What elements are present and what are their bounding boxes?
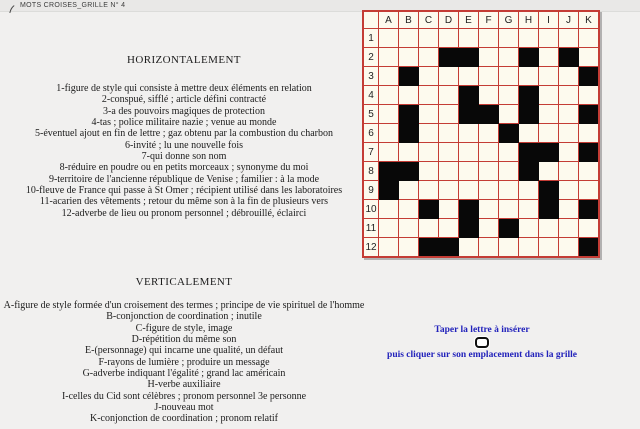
down-clue-list: [0, 300, 368, 425]
across-clue: 7-qui donne son nom: [141, 151, 227, 163]
grid-cell-H5: [519, 105, 539, 124]
grid-cell-E8[interactable]: [459, 162, 479, 181]
grid-cell-B11[interactable]: [399, 219, 419, 238]
grid-cell-A6[interactable]: [379, 124, 399, 143]
down-clue: G-adverbe indiquant l'égalité ; grand lac américain: [82, 368, 286, 380]
row-header-3: 3: [363, 67, 379, 86]
grid-cell-B7[interactable]: [399, 143, 419, 162]
col-header-F: F: [479, 11, 499, 29]
grid-cell-K6[interactable]: [579, 124, 600, 143]
grid-cell-F3[interactable]: [479, 67, 499, 86]
col-header-A: A: [379, 11, 399, 29]
grid-cell-F5: [479, 105, 499, 124]
down-clue: F-rayons de lumière ; produire un message: [98, 356, 270, 368]
grid-cell-A7[interactable]: [379, 143, 399, 162]
grid-cell-E4: [459, 86, 479, 105]
grid-cell-C10: [419, 200, 439, 219]
grid-cell-E1[interactable]: [459, 29, 479, 48]
grid-cell-E10: [459, 200, 479, 219]
grid-cell-G3[interactable]: [499, 67, 519, 86]
grid-cell-H12[interactable]: [519, 238, 539, 258]
grid-cell-G8[interactable]: [499, 162, 519, 181]
grid-cell-J9[interactable]: [559, 181, 579, 200]
down-clue: H-verbe auxiliaire: [147, 379, 221, 391]
row-header-4: 4: [363, 86, 379, 105]
col-header-E: E: [459, 11, 479, 29]
quill-icon: [8, 1, 15, 10]
grid-cell-I7: [539, 143, 559, 162]
grid-cell-J3[interactable]: [559, 67, 579, 86]
down-clue: K-conjonction de coordination ; pronom relatif: [89, 413, 278, 425]
grid-cell-J11[interactable]: [559, 219, 579, 238]
grid-cell-G10[interactable]: [499, 200, 519, 219]
grid-cell-B6: [399, 124, 419, 143]
grid-cell-H1[interactable]: [519, 29, 539, 48]
across-clue: 4-tas ; police militaire nazie ; venue au monde: [91, 117, 277, 129]
grid-cell-A3[interactable]: [379, 67, 399, 86]
row-header-5: 5: [363, 105, 379, 124]
grid-cell-K8[interactable]: [579, 162, 600, 181]
instruction-line-1: Taper la lettre à insérer: [434, 325, 530, 335]
grid-cell-G4[interactable]: [499, 86, 519, 105]
grid-cell-I11[interactable]: [539, 219, 559, 238]
col-header-I: I: [539, 11, 559, 29]
grid-cell-I6[interactable]: [539, 124, 559, 143]
row-header-1: 1: [363, 29, 379, 48]
grid-cell-F10[interactable]: [479, 200, 499, 219]
grid-cell-K1[interactable]: [579, 29, 600, 48]
col-header-K: K: [579, 11, 600, 29]
grid-cell-J4[interactable]: [559, 86, 579, 105]
grid-cell-E9[interactable]: [459, 181, 479, 200]
grid-cell-K11[interactable]: [579, 219, 600, 238]
grid-cell-E3[interactable]: [459, 67, 479, 86]
window-title: MOTS CROISES_GRILLE N° 4: [20, 2, 126, 9]
grid-cell-H6[interactable]: [519, 124, 539, 143]
grid-cell-I12[interactable]: [539, 238, 559, 258]
grid-cell-I2[interactable]: [539, 48, 559, 67]
grid-cell-F8[interactable]: [479, 162, 499, 181]
across-clue: 9-territoire de l'ancienne république de Venise ; familier : à la mode: [48, 173, 320, 185]
grid-cell-E7[interactable]: [459, 143, 479, 162]
grid-cell-F1[interactable]: [479, 29, 499, 48]
grid-cell-H11[interactable]: [519, 219, 539, 238]
across-clue: 11-acarien des vêtements ; retour du même son à la fin de plusieurs vers: [39, 196, 329, 208]
grid-cell-F7[interactable]: [479, 143, 499, 162]
grid-cell-E6[interactable]: [459, 124, 479, 143]
grid-cell-F4[interactable]: [479, 86, 499, 105]
grid-cell-F6[interactable]: [479, 124, 499, 143]
grid-cell-C5[interactable]: [419, 105, 439, 124]
row-header-8: 8: [363, 162, 379, 181]
grid-cell-K7: [579, 143, 600, 162]
letter-input[interactable]: [475, 337, 489, 348]
grid-cell-I1[interactable]: [539, 29, 559, 48]
crossword-grid: [362, 10, 600, 258]
col-header-G: G: [499, 11, 519, 29]
grid-cell-E5: [459, 105, 479, 124]
instruction-block: [372, 324, 592, 361]
grid-cell-F9[interactable]: [479, 181, 499, 200]
col-header-C: C: [419, 11, 439, 29]
grid-cell-G6: [499, 124, 519, 143]
across-clue: 2-conspué, sifflé ; article défini contracté: [101, 94, 267, 106]
grid-cell-A2[interactable]: [379, 48, 399, 67]
grid-cell-J2: [559, 48, 579, 67]
grid-cell-D3[interactable]: [439, 67, 459, 86]
grid-cell-H7: [519, 143, 539, 162]
grid-cell-B4[interactable]: [399, 86, 419, 105]
grid-cell-B3: [399, 67, 419, 86]
grid-cell-B9[interactable]: [399, 181, 419, 200]
grid-cell-D11[interactable]: [439, 219, 459, 238]
grid-cell-F11[interactable]: [479, 219, 499, 238]
grid-cell-C4[interactable]: [419, 86, 439, 105]
grid-cell-C3[interactable]: [419, 67, 439, 86]
grid-cell-J1[interactable]: [559, 29, 579, 48]
grid-cell-H3[interactable]: [519, 67, 539, 86]
grid-cell-D1[interactable]: [439, 29, 459, 48]
grid-cell-D7[interactable]: [439, 143, 459, 162]
grid-cell-B2[interactable]: [399, 48, 419, 67]
grid-cell-A5[interactable]: [379, 105, 399, 124]
across-clue: 10-fleuve de France qui passe à St Omer ; récipient utilisé dans les laboratoires: [25, 185, 343, 197]
across-clue: 5-éventuel ajout en fin de lettre ; gaz obtenu par la combustion du charbon: [35, 128, 333, 140]
grid-cell-B8: [399, 162, 419, 181]
col-header-D: D: [439, 11, 459, 29]
grid-cell-A9: [379, 181, 399, 200]
grid-cell-I3[interactable]: [539, 67, 559, 86]
grid-cell-G12[interactable]: [499, 238, 519, 258]
row-header-2: 2: [363, 48, 379, 67]
grid-cell-J5[interactable]: [559, 105, 579, 124]
grid-cell-K10: [579, 200, 600, 219]
across-clue: 12-adverbe de lieu ou pronom personnel ; débrouillé, éclairci: [61, 207, 307, 219]
grid-cell-G2[interactable]: [499, 48, 519, 67]
grid-cell-C8[interactable]: [419, 162, 439, 181]
grid-cell-A4[interactable]: [379, 86, 399, 105]
row-header-7: 7: [363, 143, 379, 162]
across-clue: 1-figure de style qui consiste à mettre deux éléments en relation: [56, 83, 312, 94]
grid-cell-J12[interactable]: [559, 238, 579, 258]
grid-cell-B5: [399, 105, 419, 124]
grid-cell-B10[interactable]: [399, 200, 419, 219]
grid-cell-B12[interactable]: [399, 238, 419, 258]
grid-cell-E12[interactable]: [459, 238, 479, 258]
grid-cell-F12[interactable]: [479, 238, 499, 258]
instruction-line-2: puis cliquer sur son emplacement dans la grille: [387, 350, 577, 360]
across-clue: 3-a des pouvoirs magiques de protection: [103, 105, 265, 117]
grid-cell-E2: [459, 48, 479, 67]
grid-cell-I4[interactable]: [539, 86, 559, 105]
grid-cell-J7[interactable]: [559, 143, 579, 162]
grid-cell-A11[interactable]: [379, 219, 399, 238]
grid-cell-G11: [499, 219, 519, 238]
grid-cell-G9[interactable]: [499, 181, 519, 200]
grid-cell-E11: [459, 219, 479, 238]
grid-cell-A12[interactable]: [379, 238, 399, 258]
grid-cell-H2: [519, 48, 539, 67]
grid-cell-K9[interactable]: [579, 181, 600, 200]
grid-cell-K4[interactable]: [579, 86, 600, 105]
grid-cell-J6[interactable]: [559, 124, 579, 143]
grid-cell-C12: [419, 238, 439, 258]
down-clue: I-celles du Cid sont célèbres ; pronom personnel 3e personne: [61, 390, 307, 402]
grid-cell-C11[interactable]: [419, 219, 439, 238]
grid-cell-D2: [439, 48, 459, 67]
grid-cell-G5[interactable]: [499, 105, 519, 124]
grid-cell-C9[interactable]: [419, 181, 439, 200]
down-heading: VERTICALEMENT: [135, 276, 233, 288]
grid-cell-D5[interactable]: [439, 105, 459, 124]
down-clue: E-(personnage) qui incarne une qualité, un défaut: [85, 345, 283, 357]
down-clue: A-figure de style formée d'un croisement des termes ; principe de vie spirituel de l'homme: [3, 300, 365, 311]
col-header-H: H: [519, 11, 539, 29]
grid-cell-A1[interactable]: [379, 29, 399, 48]
grid-cell-G7[interactable]: [499, 143, 519, 162]
grid-cell-A10[interactable]: [379, 200, 399, 219]
grid-cell-J8[interactable]: [559, 162, 579, 181]
grid-cell-C6[interactable]: [419, 124, 439, 143]
row-header-11: 11: [363, 219, 379, 238]
down-clue: C-figure de style, image: [135, 322, 233, 334]
grid-cell-J10[interactable]: [559, 200, 579, 219]
grid-cell-D10[interactable]: [439, 200, 459, 219]
grid-cell-D8[interactable]: [439, 162, 459, 181]
grid-cell-K2[interactable]: [579, 48, 600, 67]
grid-cell-I5[interactable]: [539, 105, 559, 124]
grid-cell-K12: [579, 238, 600, 258]
grid-cell-A8: [379, 162, 399, 181]
grid-corner-cell: [363, 11, 379, 29]
down-clue: B-conjonction de coordination ; inutile: [106, 311, 262, 323]
row-header-6: 6: [363, 124, 379, 143]
grid-cell-I9: [539, 181, 559, 200]
col-header-B: B: [399, 11, 419, 29]
grid-cell-I8[interactable]: [539, 162, 559, 181]
grid-cell-C2[interactable]: [419, 48, 439, 67]
row-header-10: 10: [363, 200, 379, 219]
grid-cell-F2[interactable]: [479, 48, 499, 67]
col-header-J: J: [559, 11, 579, 29]
grid-cell-D12: [439, 238, 459, 258]
grid-cell-K5: [579, 105, 600, 124]
grid-cell-G1[interactable]: [499, 29, 519, 48]
row-header-12: 12: [363, 238, 379, 258]
down-clue: J-nouveau mot: [154, 402, 214, 414]
grid-cell-D6[interactable]: [439, 124, 459, 143]
across-clue: 8-réduire en poudre ou en petits morceaux ; synonyme du moi: [59, 162, 309, 174]
grid-cell-D4[interactable]: [439, 86, 459, 105]
down-clue: D-répétition du même son: [131, 334, 237, 346]
grid-cell-H9[interactable]: [519, 181, 539, 200]
grid-cell-H8: [519, 162, 539, 181]
across-clue-list: [0, 83, 368, 219]
across-clue: 6-invité ; lu une nouvelle fois: [124, 139, 244, 151]
grid-cell-I10: [539, 200, 559, 219]
grid-cell-B1[interactable]: [399, 29, 419, 48]
grid-cell-C1[interactable]: [419, 29, 439, 48]
row-header-9: 9: [363, 181, 379, 200]
grid-cell-H4: [519, 86, 539, 105]
grid-cell-H10[interactable]: [519, 200, 539, 219]
grid-cell-D9[interactable]: [439, 181, 459, 200]
across-heading: HORIZONTALEMENT: [127, 54, 241, 66]
grid-cell-C7[interactable]: [419, 143, 439, 162]
grid-cell-K3: [579, 67, 600, 86]
